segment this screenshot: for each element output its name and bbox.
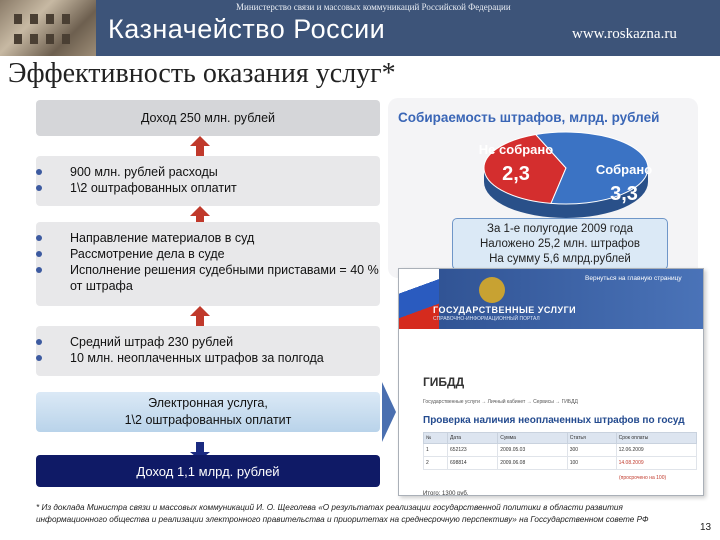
list-item: Рассмотрение дела в суде xyxy=(36,246,380,262)
list-item: Направление материалов в суд xyxy=(36,230,380,246)
court-group xyxy=(36,222,380,306)
arrow-up-3-stem xyxy=(196,316,204,326)
list-item: Средний штраф 230 рублей xyxy=(36,334,380,350)
fines-group xyxy=(36,326,380,376)
breadcrumb[interactable]: Государственные услуги → Личный кабинет → Сервисы → ГИБДД xyxy=(423,399,578,405)
half-year-fines: Наложено 25,2 млн. штрафов xyxy=(479,238,641,250)
footnote: * Из доклада Министра связи и массовых коммуникаций И. О. Щеголева «О результатах реализации государственной политики в области развития информационного общества и реализации электронного правительства и приоритетах на среднесрочную перспективу» на Госсударственном совете РФ xyxy=(36,503,649,524)
building-photo xyxy=(0,0,96,56)
table-row: 1 652123 2009.05.03 300 12.06.2009 xyxy=(424,444,697,457)
pie-value-0: 2,3 xyxy=(502,163,530,185)
header-title: Казначейство России xyxy=(108,14,386,44)
arrow-up-3 xyxy=(190,306,210,316)
list-item: 10 млн. неоплаченных штрафов за полгода xyxy=(36,350,380,366)
page-title: Эффективность оказания услуг* xyxy=(8,58,396,89)
half-year-title: За 1-е полугодие 2009 года xyxy=(487,223,633,235)
overdue-note: (просрочено на 100) xyxy=(619,475,667,481)
check-title: Проверка наличия неоплаченных штрафов по госуд xyxy=(423,415,685,426)
table-total: Итого: 1300 руб. xyxy=(423,491,469,496)
site-link[interactable]: www.roskazna.ru xyxy=(572,26,677,42)
col-header: Статья xyxy=(567,433,616,444)
fines-table xyxy=(423,432,697,470)
pie-chart xyxy=(446,128,686,224)
arrow-up-1-stem xyxy=(196,146,204,156)
page-number: 13 xyxy=(700,522,712,533)
pie-value-1: 3,3 xyxy=(610,183,638,205)
coat-of-arms-icon xyxy=(479,277,505,303)
income-top-label: Доход 250 млн. рублей xyxy=(140,111,276,125)
arrow-up-2 xyxy=(190,206,210,216)
half-year-sum: На сумму 5,6 млрд.рублей xyxy=(489,253,631,265)
col-header: Срок оплаты xyxy=(616,433,696,444)
table-row: 2 698814 2009.06.08 100 14.08.2009 xyxy=(424,457,697,470)
section-title: ГИБДД xyxy=(423,375,465,389)
list-item: 900 млн. рублей расходы xyxy=(36,164,380,180)
ministry-name: Министерство связи и массовых коммуникаций Российской Федерации xyxy=(236,2,511,12)
portal-name: ГОСУДАРСТВЕННЫЕ УСЛУГИ xyxy=(433,305,577,315)
income-bottom-box xyxy=(36,455,380,487)
col-header: Дата xyxy=(448,433,498,444)
half-year-box xyxy=(452,218,668,270)
pie-label-1: Собрано xyxy=(595,162,653,177)
expenses-group xyxy=(36,156,380,206)
list-item: Исполнение решения судебными приставами = 40 % от штрафа xyxy=(36,262,380,294)
pointer-arrow xyxy=(382,382,396,442)
portal-subtitle: СПРАВОЧНО-ИНФОРМАЦИОННЫЙ ПОРТАЛ xyxy=(433,316,540,322)
chart-title: Собираемость штрафов, млрд. рублей xyxy=(398,110,660,125)
list-item: 1\2 оштрафованных оплатит xyxy=(36,180,380,196)
service-line-2: 1\2 оштрафованных оплатит xyxy=(124,413,292,427)
income-bottom-label: Доход 1,1 млрд. рублей xyxy=(136,463,280,479)
pie-label-0: Не собрано xyxy=(478,142,554,157)
col-header: № xyxy=(424,433,448,444)
arrow-up-1 xyxy=(190,136,210,146)
header-banner xyxy=(0,0,720,56)
electronic-service-box xyxy=(36,392,380,432)
income-top-box xyxy=(36,100,380,136)
home-link[interactable]: Вернуться на главную страницу xyxy=(585,275,682,282)
service-line-1: Электронная услуга, xyxy=(148,396,268,410)
col-header: Сумма xyxy=(498,433,568,444)
portal-screenshot xyxy=(398,268,704,496)
